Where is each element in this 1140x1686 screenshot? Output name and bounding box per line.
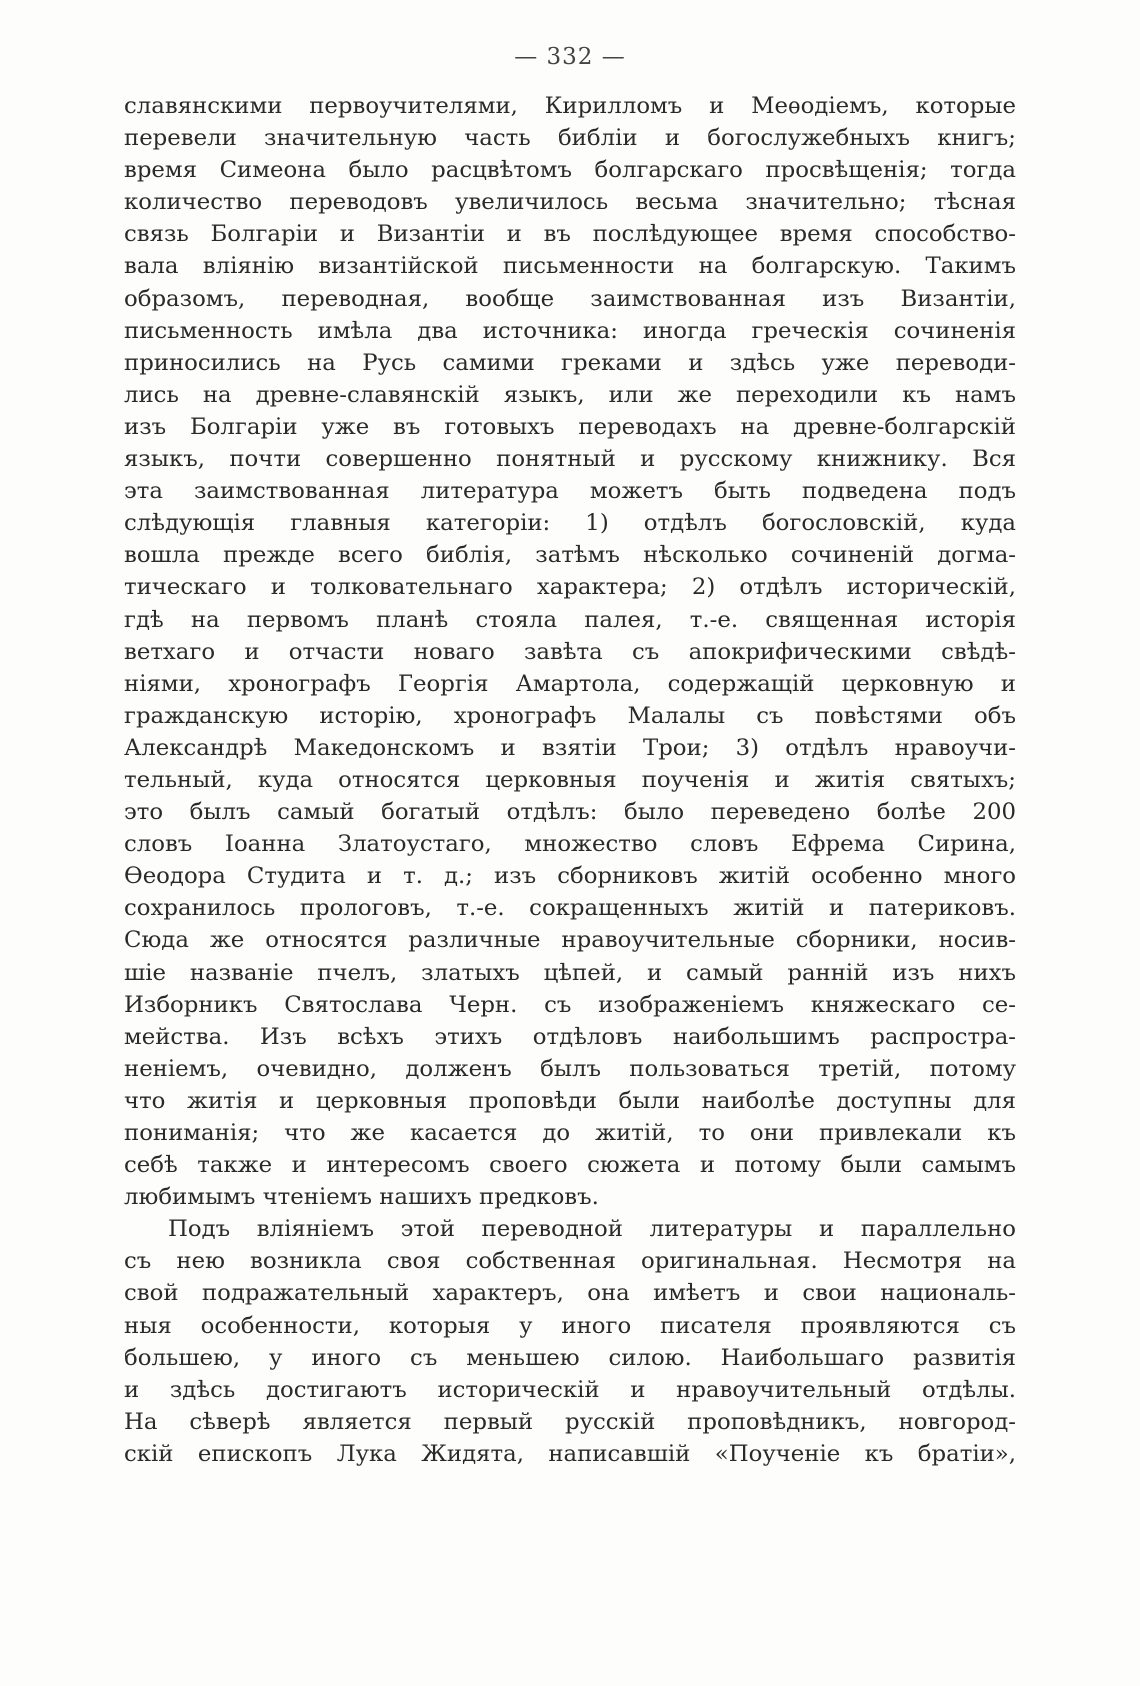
text-line: любимымъ чтеніемъ нашихъ предковъ.	[124, 1184, 599, 1211]
paragraph-2	[124, 1213, 1016, 1470]
text-line: словъ Іоанна Златоустаго, множество словъ Ефрема Сирина,	[124, 831, 1016, 858]
text-line: слѣдующія главныя категоріи: 1) отдѣлъ богословскій, куда	[124, 510, 1016, 537]
text-line: тическаго и толковательнаго характера; 2) отдѣлъ историческій,	[124, 574, 1016, 601]
text-line: Изборникъ Святослава Черн. съ изображеніемъ княжескаго се-	[124, 991, 1016, 1018]
text-line: ныя особенности, которыя у иного писателя проявляются съ	[124, 1312, 1016, 1339]
text-line: это былъ самый богатый отдѣлъ: было переведено болѣе 200	[124, 799, 1016, 826]
body-text	[124, 90, 1016, 1470]
text-line: письменность имѣла два источника: иногда греческія сочиненія	[124, 317, 1016, 344]
text-line: скій епископъ Лука Жидята, написавшій «Поученіе къ братіи»,	[124, 1440, 1016, 1467]
text-line: время Симеона было расцвѣтомъ болгарскаго просвѣщенія; тогда	[124, 157, 1016, 184]
text-line: большею, у иного съ меньшею силою. Наибольшаго развитія	[124, 1344, 1016, 1371]
text-line: связь Болгаріи и Византіи и въ послѣдующее время способство-	[124, 221, 1016, 248]
text-line: На сѣверѣ является первый русскій проповѣдникъ, новгород-	[124, 1408, 1016, 1435]
text-line: языкъ, почти совершенно понятный и русскому книжнику. Вся	[124, 446, 1016, 473]
text-line: свой подражательный характеръ, она имѣетъ и свои националь-	[124, 1280, 1016, 1307]
text-line: гдѣ на первомъ планѣ стояла палея, т.-е. священная исторія	[124, 606, 1016, 633]
text-line: шіе названіе пчелъ, златыхъ цѣпей, и самый раннiй изъ нихъ	[124, 959, 1016, 986]
text-line: славянскими первоучителями, Кирилломъ и Меѳодіемъ, которые	[124, 93, 1016, 119]
paragraph-1	[124, 90, 1016, 1213]
text-line: себѣ также и интересомъ своего сюжета и потому были самымъ	[124, 1152, 1016, 1179]
text-line: тельный, куда относятся церковныя поученія и житія святыхъ;	[124, 766, 1016, 793]
text-line: пониманія; что же касается до житій, то они привлекали къ	[124, 1120, 1016, 1146]
text-line: Ѳеодора Студита и т. д.; изъ сборниковъ житій особенно много	[124, 863, 1016, 890]
text-line: изъ Болгаріи уже въ готовыхъ переводахъ на древне-болгарскій	[124, 413, 1016, 440]
page-number: — 332 —	[514, 44, 626, 70]
text-line: что житія и церковныя проповѣди были наиболѣе доступны для	[124, 1087, 1016, 1114]
text-line: приносились на Русь самими греками и здѣсь уже переводи-	[124, 349, 1016, 376]
text-line: Сюда же относятся различные нравоучительные сборники, носив-	[124, 927, 1016, 954]
text-line: сохранилось прологовъ, т.-е. сокращенныхъ житій и патериковъ.	[124, 895, 1016, 922]
text-line: лись на древне-славянскій языкъ, или же переходили къ намъ	[124, 381, 1016, 408]
text-line: неніемъ, очевидно, долженъ былъ пользоваться третій, потому	[124, 1055, 1016, 1082]
text-line: перевели значительную часть библіи и богослужебныхъ книгъ;	[124, 125, 1016, 152]
text-line: вала вліянію византійской письменности на болгарскую. Такимъ	[124, 253, 1016, 280]
text-line: мейства. Изъ всѣхъ этихъ отдѣловъ наибольшимъ распростра-	[124, 1023, 1016, 1050]
text-line: Подъ вліяніемъ этой переводной литературы и параллельно	[168, 1216, 1016, 1243]
text-line: ветхаго и отчасти новаго завѣта съ апокрифическими свѣдѣ-	[124, 638, 1016, 665]
text-line: и здѣсь достигаютъ историческій и нравоучительный отдѣлы.	[124, 1376, 1016, 1403]
text-line: Александрѣ Македонскомъ и взятіи Трои; 3) отдѣлъ нравоучи-	[124, 734, 1016, 761]
text-line: образомъ, переводная, вообще заимствованная изъ Византіи,	[124, 285, 1016, 312]
text-line: съ нею возникла своя собственная оригинальная. Несмотря на	[124, 1248, 1016, 1275]
text-line: вошла прежде всего библія, затѣмъ нѣсколько сочиненій догма-	[124, 542, 1016, 569]
text-line: ніями, хронографъ Георгія Амартола, содержащій церковную и	[124, 670, 1016, 697]
text-line: эта заимствованная литература можетъ быть подведена подъ	[124, 478, 1016, 505]
text-line: количество переводовъ увеличилось весьма значительно; тѣсная	[124, 189, 1016, 216]
text-line: гражданскую исторію, хронографъ Малалы съ повѣстями объ	[124, 702, 1016, 729]
